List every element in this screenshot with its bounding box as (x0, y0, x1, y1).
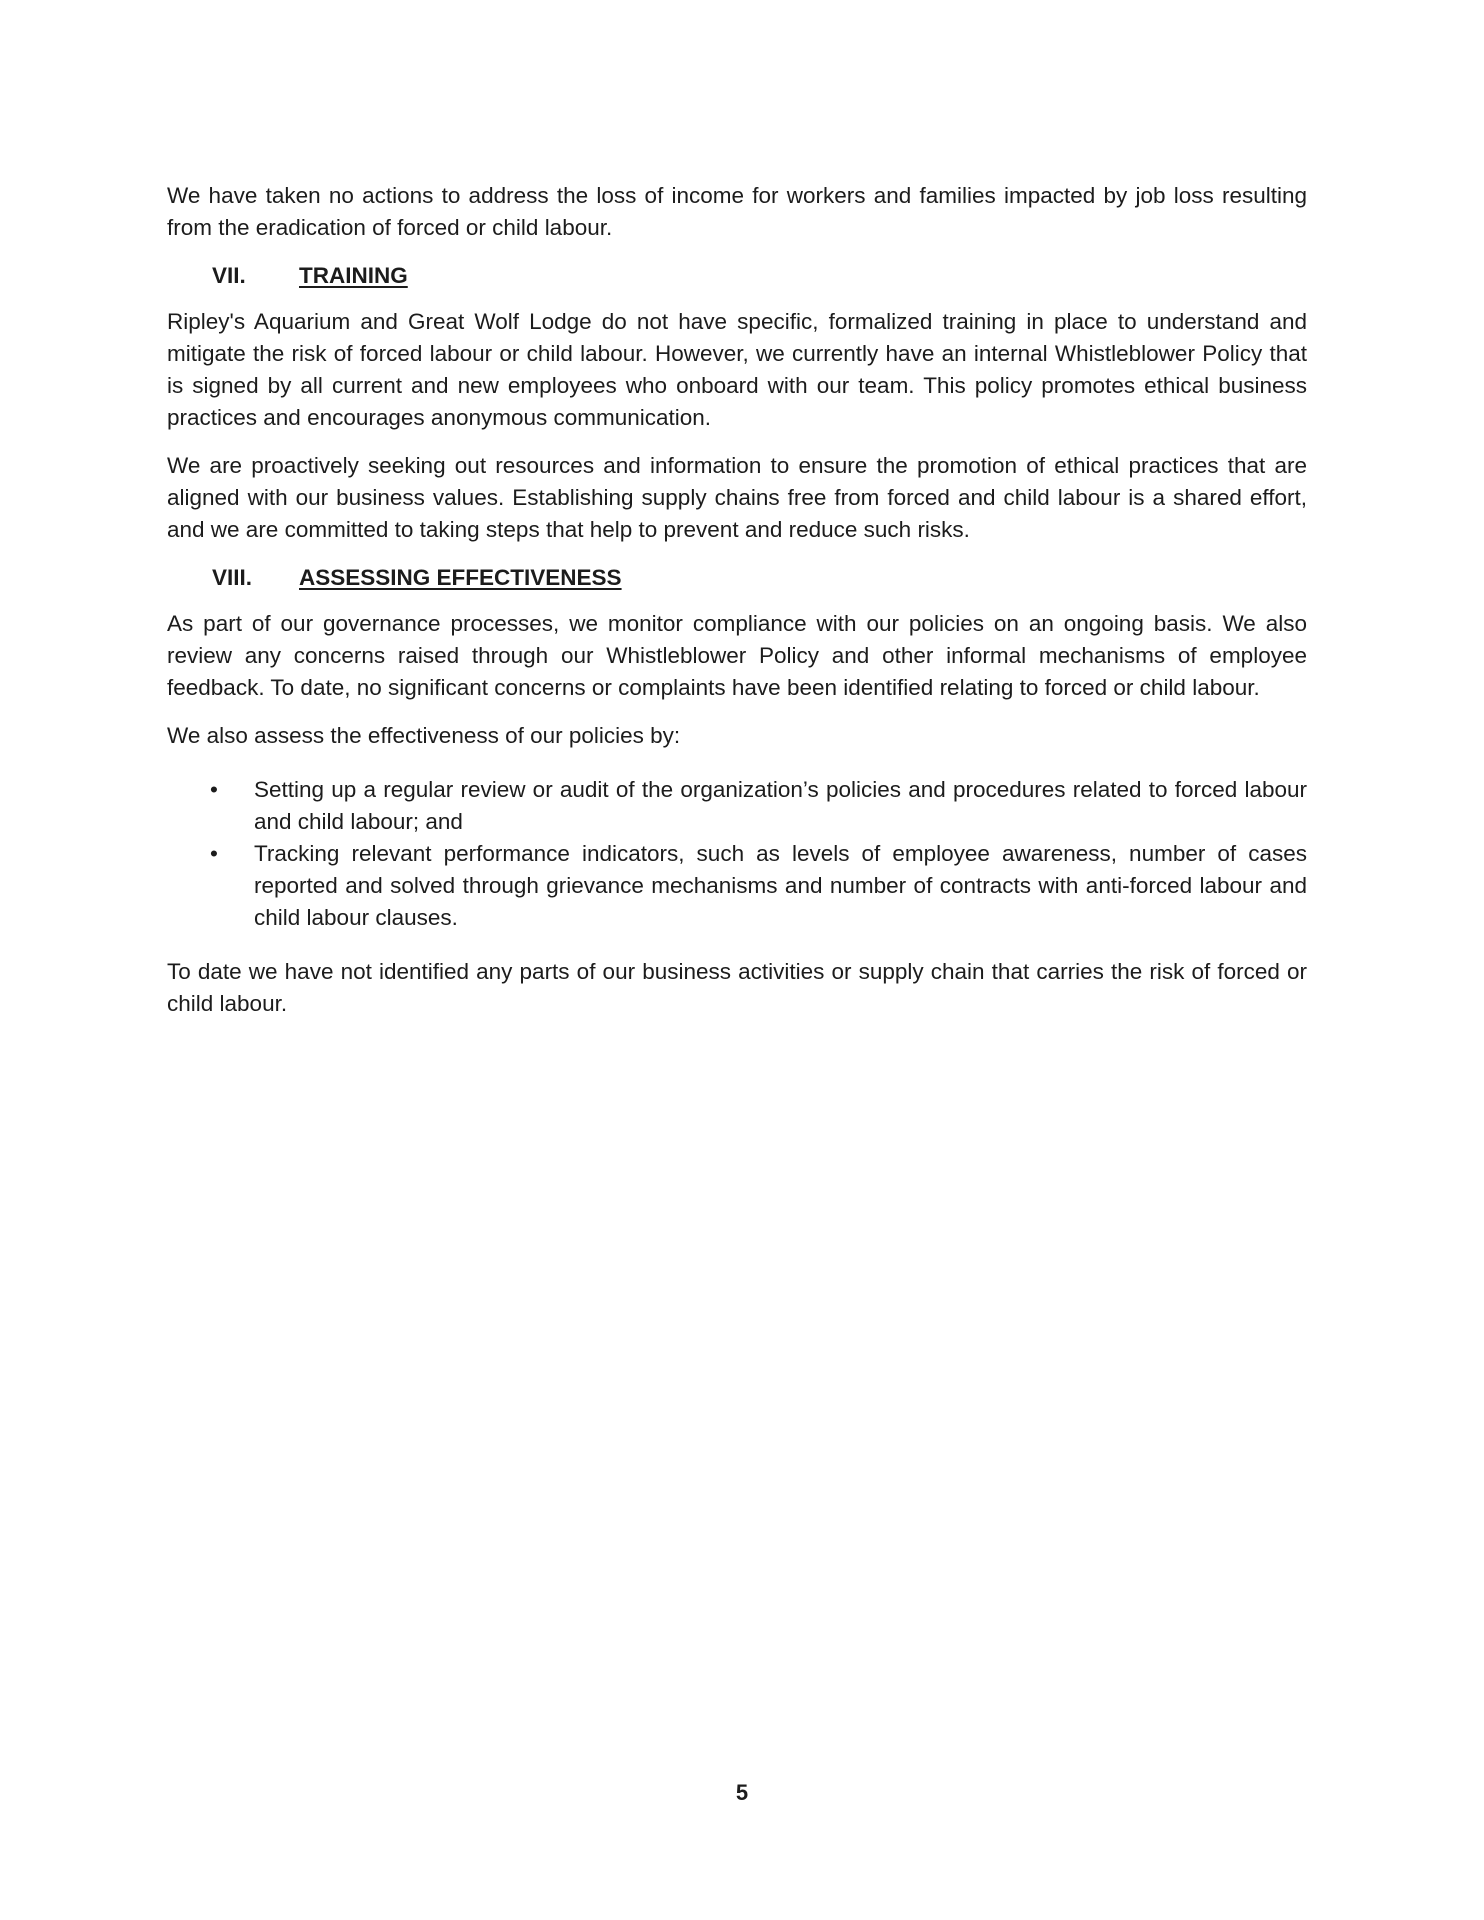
section-heading-training (167, 260, 1307, 292)
section-title: ASSESSING EFFECTIVENESS (299, 565, 622, 590)
list-item (167, 774, 1307, 838)
effectiveness-paragraph-1: As part of our governance processes, we monitor compliance with our policies on an ongoing basis. We also review any concerns raised through our Whistleblower Policy and other informal mechanisms of employee feedback. To date, no significant concerns or complaints have been identified relating to forced or child labour. (167, 611, 1307, 700)
section-title: TRAINING (299, 263, 408, 288)
page-number: 5 (735, 1780, 749, 1805)
list-item-text: Setting up a regular review or audit of the organization’s policies and procedures related to forced labour and child labour; and (254, 777, 1307, 834)
training-paragraph-2: We are proactively seeking out resources and information to ensure the promotion of ethical practices that are aligned with our business values. Establishing supply chains free from forced and child labour is a shared effort, and we are committed to taking steps that help to prevent and reduce such risks. (167, 453, 1307, 542)
section-number: VII. (212, 263, 246, 288)
document-body (167, 180, 1307, 1036)
section-heading-assessing-effectiveness (167, 562, 1307, 594)
closing-paragraph: To date we have not identified any parts of our business activities or supply chain that carries the risk of forced or child labour. (167, 959, 1307, 1016)
effectiveness-paragraph-2: We also assess the effectiveness of our policies by: (167, 723, 681, 748)
list-item (167, 838, 1307, 934)
training-paragraph-1: Ripley's Aquarium and Great Wolf Lodge do not have specific, formalized training in place to understand and mitigate the risk of forced labour or child labour. However, we currently have an internal Whistleblower Policy that is signed by all current and new employees who onboard with our team. This policy promotes ethical business practices and encourages anonymous communication. (167, 309, 1307, 430)
bullet-icon: • (210, 777, 218, 802)
intro-paragraph: We have taken no actions to address the loss of income for workers and families impacted by job loss resulting from the eradication of forced or child labour. (167, 183, 1307, 240)
list-item-text: Tracking relevant performance indicators, such as levels of employee awareness, number of cases reported and solved through grievance mechanisms and number of contracts with anti-forced labour and child labour clauses. (254, 841, 1307, 930)
section-number: VIII. (212, 565, 253, 590)
bullet-icon: • (210, 841, 218, 866)
bullet-list (167, 774, 1307, 934)
